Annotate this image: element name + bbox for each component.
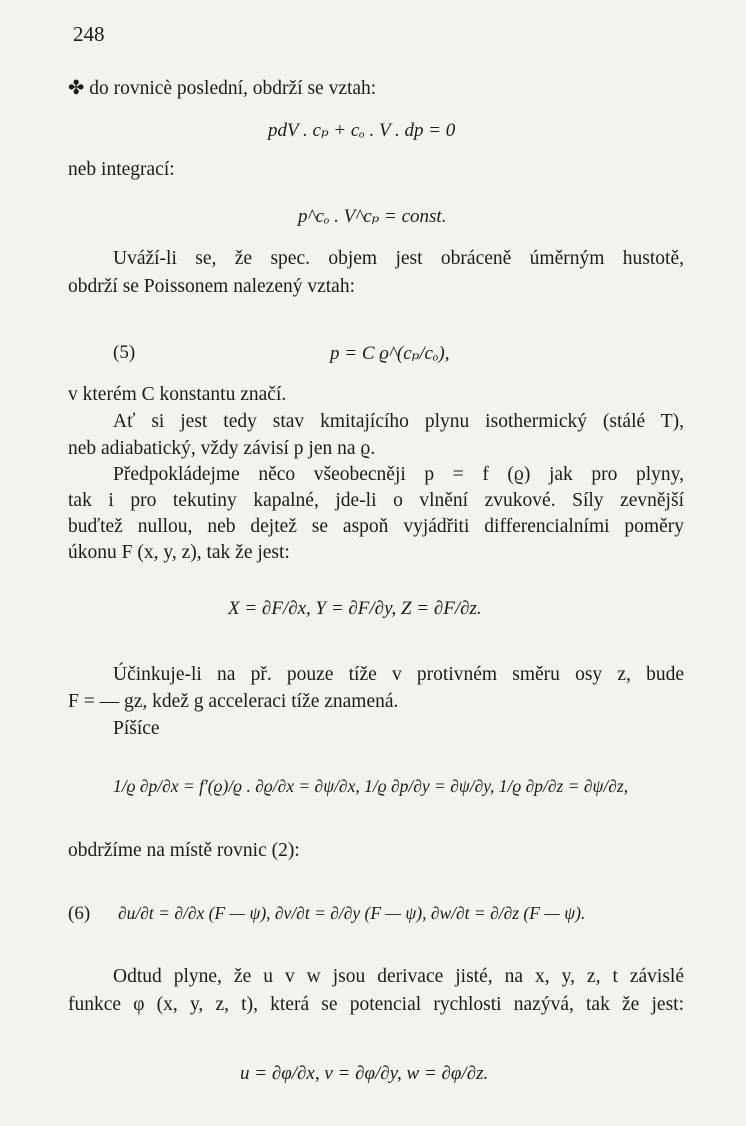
text-line-15: obdržíme na místě rovnic (2):: [68, 840, 300, 861]
text-line-13: F = — gz, kdež g acceleraci tíže znamená.: [68, 691, 399, 712]
equation-rho: 1/ϱ ∂p/∂x = f′(ϱ)/ϱ . ∂ϱ/∂x = ∂ψ/∂x, 1/ϱ ∂p/∂y = ∂ψ/∂y, 1/ϱ ∂p/∂z = ∂ψ/∂z,: [113, 776, 629, 796]
text-line-16: Odtud plyne, že u v w jsou derivace jisté, na x, y, z, t závislé: [113, 966, 684, 987]
equation-5: p = C ϱ^(cₚ/cₒ),: [330, 343, 450, 364]
text-line-1: ✤ do rovnicè poslední, obdrží se vztah:: [68, 78, 377, 99]
equation-6-label: (6): [68, 903, 91, 924]
text-line-8: Předpokládejme něco všeobecněji p = f (ϱ) jak pro plyny,: [113, 464, 684, 485]
text-line-6: Ať si jest tedy stav kmitajícího plynu isothermický (stálé T),: [113, 411, 684, 432]
text-line-7: neb adiabatický, vždy závisí p jen na ϱ.: [68, 438, 376, 459]
page-number: 248: [73, 22, 105, 46]
equation-5-label: (5): [113, 342, 136, 363]
text-line-11: úkonu F (x, y, z), tak že jest:: [68, 542, 290, 563]
text-line-14: Píšíce: [113, 718, 160, 739]
text-line-4: obdrží se Poissonem nalezený vztah:: [68, 276, 356, 297]
text-line-3: Uváží-li se, že spec. objem jest obráceně úměrným hustotě,: [113, 248, 684, 269]
text-line-5: v kterém C konstantu značí.: [68, 384, 287, 405]
text-line-17: funkce φ (x, y, z, t), která se potencial rychlosti nazývá, tak že jest:: [68, 994, 684, 1015]
text-line-2: neb integrací:: [68, 159, 175, 180]
equation-forces: X = ∂F/∂x, Y = ∂F/∂y, Z = ∂F/∂z.: [228, 598, 482, 619]
text-line-12: Účinkuje-li na př. pouze tíže v protivném směru osy z, bude: [113, 664, 684, 685]
equation-phi: u = ∂φ/∂x, v = ∂φ/∂y, w = ∂φ/∂z.: [240, 1063, 489, 1084]
equation-6: ∂u/∂t = ∂/∂x (F — ψ), ∂v/∂t = ∂/∂y (F — ψ), ∂w/∂t = ∂/∂z (F — ψ).: [118, 903, 586, 923]
equation-1: pdV . cₚ + cₒ . V . dp = 0: [268, 120, 456, 141]
text-line-10: buďtež nullou, neb dejtež se aspoň vyjádřiti differencialními poměry: [68, 516, 684, 537]
text-line-9: tak i pro tekutiny kapalné, jde-li o vlnění zvukové. Síly zevnější: [68, 490, 684, 511]
equation-2: p^cₒ . V^cₚ = const.: [298, 206, 447, 227]
